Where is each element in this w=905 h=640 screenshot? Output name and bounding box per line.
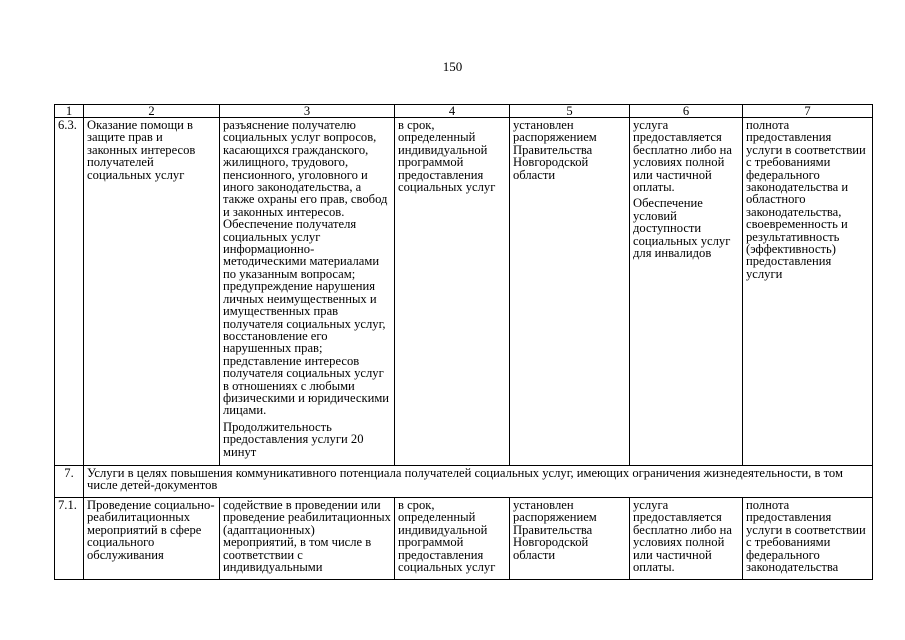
payment-conditions-text: услуга предоставляется бесплатно либо на условиях полной или частичной оплаты. — [633, 118, 732, 195]
service-name: Проведение социально-реабилитационных мероприятий в сфере социального обслуживания — [84, 498, 220, 580]
description-text: разъяснение получателю социальных услуг вопросов, касающихся гражданского, жилищного, трудового, пенсионного, уголовного и иного законодательства, а также охраны его прав, свобод и законных интересов. Обеспечение получателя социальных услуг информационно-методическими материалами по указанным вопросам; предупреждение нарушения личных неимущественных и имущественных прав получателя социальных услуг, восстановление его нарушенных прав; представление интересов получателя социальных услуг в отношениях с любыми физическими и юридическими лицами. — [223, 118, 390, 418]
header-cell: 4 — [395, 105, 510, 118]
service-term: в срок, определенный индивидуальной программой предоставления социальных услуг — [395, 498, 510, 580]
table-row — [55, 498, 873, 580]
header-cell: 5 — [510, 105, 630, 118]
duration-text: Продолжительность предоставления услуги 20 минут — [223, 419, 364, 459]
header-cell: 7 — [743, 105, 873, 118]
service-description — [220, 118, 395, 466]
services-table — [54, 104, 873, 580]
service-quality: полнота предоставления услуги в соответствии с требованиями федерального законодательства — [743, 498, 873, 580]
service-conditions — [630, 118, 743, 466]
page-number: 150 — [442, 59, 463, 74]
header-cell: 2 — [84, 105, 220, 118]
service-conditions: услуга предоставляется бесплатно либо на условиях полной или частичной оплаты. — [630, 498, 743, 580]
service-tariff: установлен распоряжением Правительства Новгородской области — [510, 498, 630, 580]
header-cell: 3 — [220, 105, 395, 118]
header-cell: 1 — [55, 105, 84, 118]
service-quality: полнота предоставления услуги в соответствии с требованиями федерального законодательства и областного законодательства, своевременность и результативность (эффективность) предоставления услуги — [743, 118, 873, 466]
service-name: Оказание помощи в защите прав и законных интересов получателей социальных услуг — [84, 118, 220, 466]
row-number: 6.3. — [55, 118, 84, 466]
service-term: в срок, определенный индивидуальной программой предоставления социальных услуг — [395, 118, 510, 466]
section-row — [55, 466, 873, 498]
section-title: Услуги в целях повышения коммуникативного потенциала получателей социальных услуг, имеющих ограничения жизнедеятельности, в том числе детей-документов — [84, 466, 873, 498]
header-row — [55, 105, 873, 118]
header-cell: 6 — [630, 105, 743, 118]
table-row — [55, 118, 873, 466]
accessibility-text: Обеспечение условий доступности социальных услуг для инвалидов — [633, 196, 731, 261]
section-number: 7. — [55, 466, 84, 498]
row-number: 7.1. — [55, 498, 84, 580]
service-tariff: установлен распоряжением Правительства Новгородской области — [510, 118, 630, 466]
service-description: содействие в проведении или проведение реабилитационных (адаптационных) мероприятий, в том числе в соответствии с индивидуальными — [220, 498, 395, 580]
